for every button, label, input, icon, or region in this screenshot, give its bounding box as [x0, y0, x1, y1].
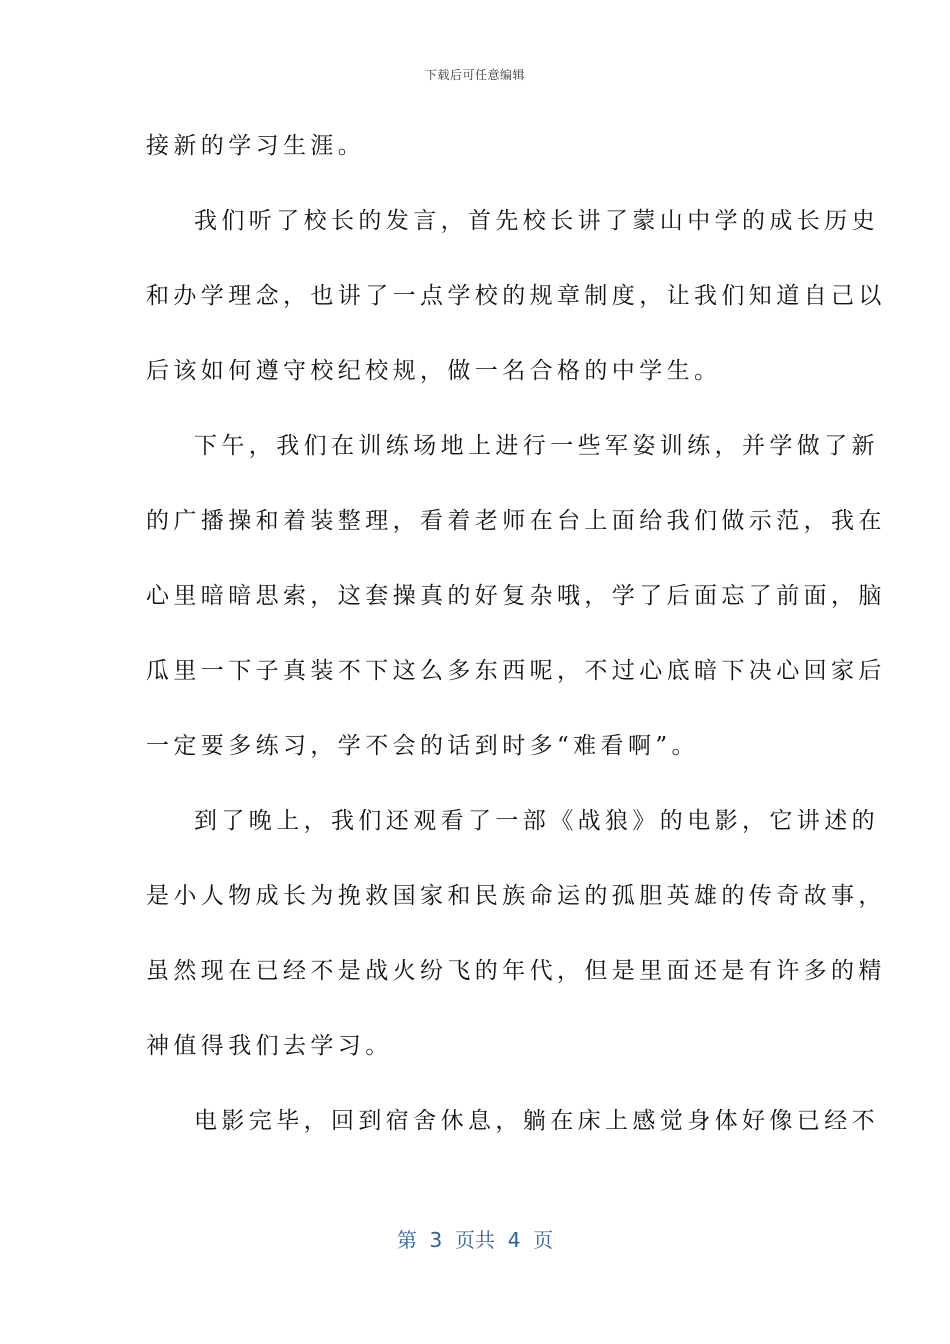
body-line: 一定要多练习，学不会的话到时多“难看啊”。 — [146, 733, 699, 759]
body-line: 的广播操和着装整理，看着老师在台上面给我们做示范，我在 — [146, 508, 886, 534]
body-line: 是小人物成长为挽救国家和民族命运的孤胆英雄的传奇故事， — [146, 883, 886, 909]
body-line: 接新的学习生涯。 — [146, 133, 366, 159]
body-line: 电影完毕，回到宿舍休息，躺在床上感觉身体好像已经不 — [194, 1108, 879, 1134]
page-number-footer: 第 3 页共 4 页 — [396, 1228, 554, 1252]
body-line: 到了晚上，我们还观看了一部《战狼》的电影，它讲述的 — [194, 808, 879, 834]
body-line: 虽然现在已经不是战火纷飞的年代，但是里面还是有许多的精 — [146, 958, 886, 984]
body-line: 心里暗暗思索，这套操真的好复杂哦，学了后面忘了前面，脑 — [146, 583, 886, 609]
body-line: 我们听了校长的发言，首先校长讲了蒙山中学的成长历史 — [194, 208, 879, 234]
body-line: 神值得我们去学习。 — [146, 1033, 393, 1059]
document-body — [146, 126, 886, 1176]
page-header-note: 下载后可任意编辑 — [424, 68, 525, 82]
body-line: 和办学理念，也讲了一点学校的规章制度，让我们知道自己以 — [146, 283, 886, 309]
body-line: 后该如何遵守校纪校规，做一名合格的中学生。 — [146, 358, 722, 384]
body-line: 瓜里一下子真装不下这么多东西呢，不过心底暗下决心回家后 — [146, 658, 886, 684]
body-line: 下午，我们在训练场地上进行一些军姿训练，并学做了新 — [194, 433, 879, 459]
